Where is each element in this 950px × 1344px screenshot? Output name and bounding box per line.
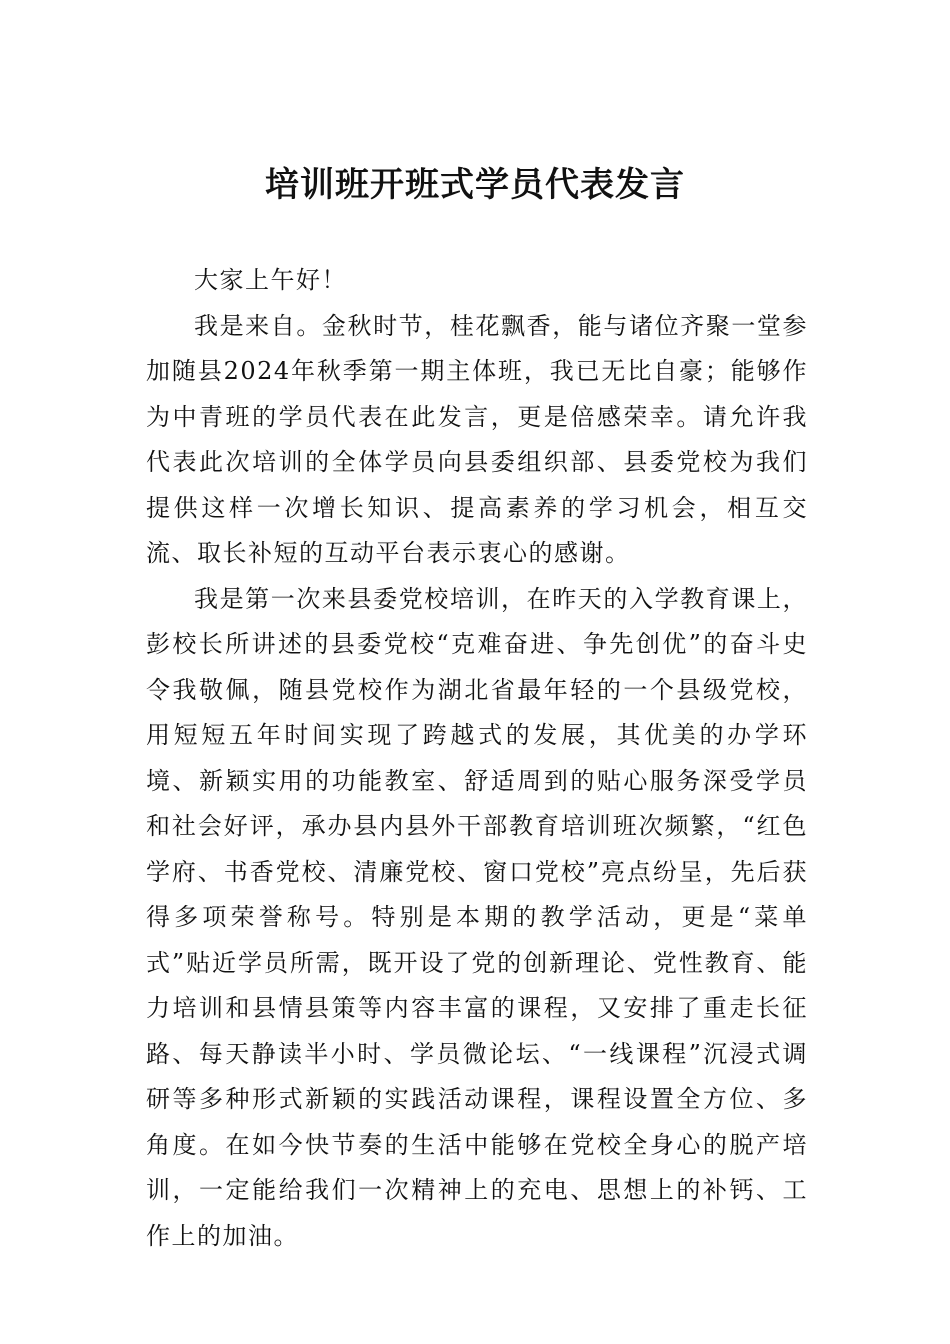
document-body xyxy=(146,258,808,1259)
page-title: 培训班开班式学员代表发言 xyxy=(265,165,685,205)
paragraph-party-school: 我是第一次来县委党校培训，在昨天的入学教育课上，彭校长所讲述的县委党校“克难奋进、争先创优”的奋斗史令我敬佩，随县党校作为湖北省最年轻的一个县级党校，用短短五年时间实现了跨越式的发展，其优美的办学环境、新颖实用的功能教室、舒适周到的贴心服务深受学员和社会好评，承办县内县外干部教育培训班次频繁，“红色学府、书香党校、清廉党校、窗口党校”亮点纷呈，先后获得多项荣誉称号。特别是本期的教学活动，更是“菜单式”贴近学员所需，既开设了党的创新理论、党性教育、能力培训和县情县策等内容丰富的课程，又安排了重走长征路、每天静读半小时、学员微论坛、“一线课程”沉浸式调研等多种形式新颖的实践活动课程，课程设置全方位、多角度。在如今快节奏的生活中能够在党校全身心的脱产培训，一定能给我们一次精神上的充电、思想上的补钙、工作上的加油。 xyxy=(146,584,808,1250)
paragraph-introduction: 我是来自。金秋时节，桂花飘香，能与诸位齐聚一堂参加随县2024年秋季第一期主体班，我已无比自豪；能够作为中青班的学员代表在此发言，更是倍感荣幸。请允许我代表此次培训的全体学员向县委组织部、县委党校为我们提供这样一次增长知识、提高素养的学习机会，相互交流、取长补短的互动平台表示衷心的感谢。 xyxy=(146,311,808,567)
greeting-paragraph: 大家上午好！ xyxy=(194,266,347,294)
